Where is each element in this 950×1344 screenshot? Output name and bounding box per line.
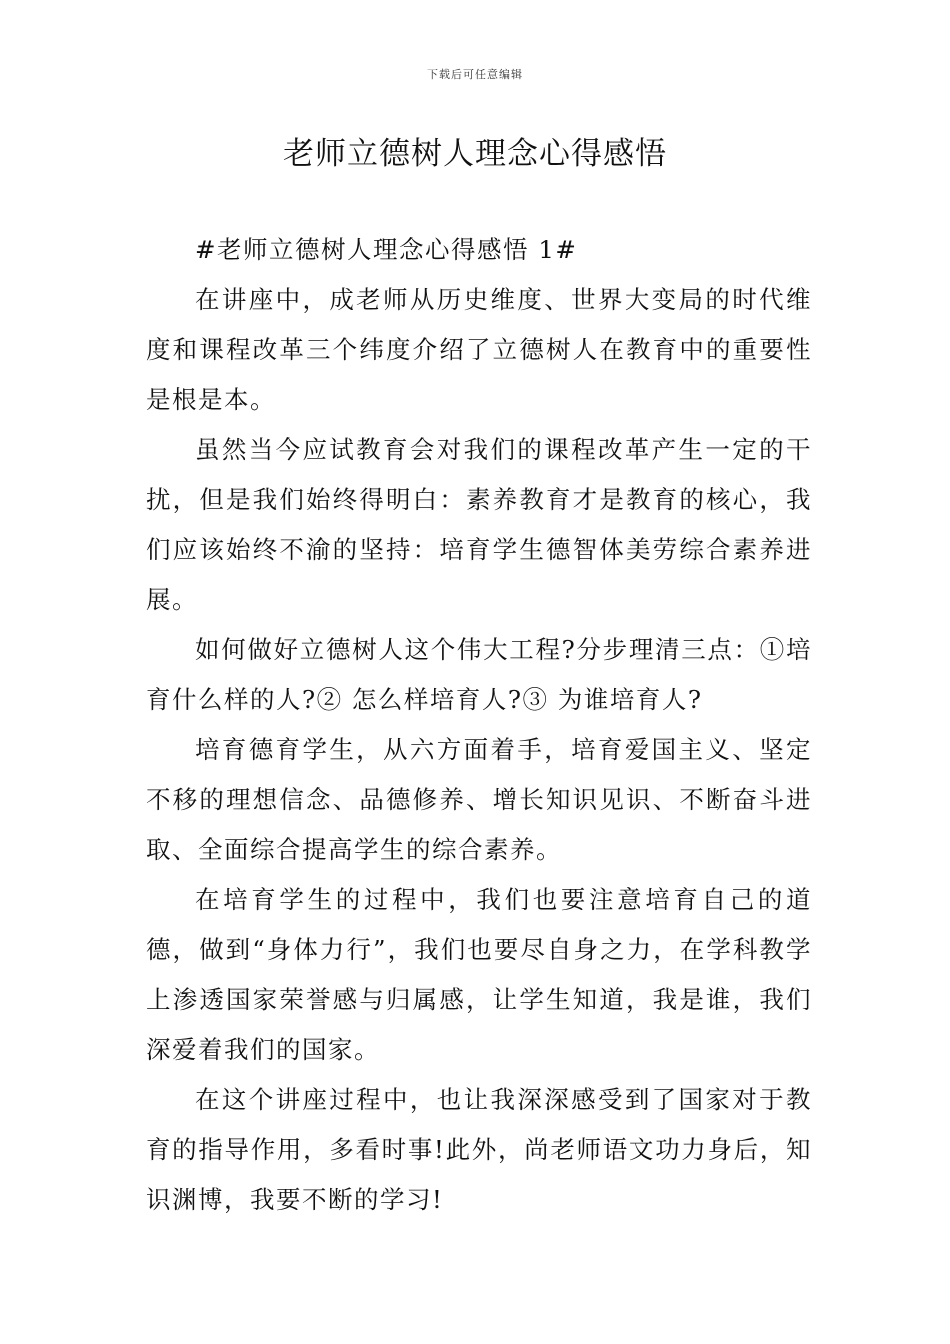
document-title: 老师立德树人理念心得感悟 bbox=[283, 136, 667, 172]
header-note: 下载后可任意编辑 bbox=[427, 68, 523, 81]
document-body bbox=[146, 225, 812, 1225]
section-subheading: #老师立德树人理念心得感悟 1# bbox=[195, 235, 578, 264]
paragraph-3: 如何做好立德树人这个伟大工程?分步理清三点：①培育什么样的人?② 怎么样培育人?③ 为谁培育人? bbox=[146, 635, 812, 714]
paragraph-1: 在讲座中，成老师从历史维度、世界大变局的时代维度和课程改革三个纬度介绍了立德树人在教育中的重要性是根是本。 bbox=[146, 285, 812, 414]
paragraph-2: 虽然当今应试教育会对我们的课程改革产生一定的干扰，但是我们始终得明白：素养教育才是教育的核心，我们应该始终不渝的坚持：培育学生德智体美劳综合素养进展。 bbox=[146, 435, 812, 614]
paragraph-6: 在这个讲座过程中，也让我深深感受到了国家对于教育的指导作用，多看时事!此外，尚老师语文功力身后，知识渊博，我要不断的学习! bbox=[146, 1085, 812, 1214]
paragraph-5: 在培育学生的过程中，我们也要注意培育自己的道德，做到“身体力行”，我们也要尽自身之力，在学科教学上渗透国家荣誉感与归属感，让学生知道，我是谁，我们深爱着我们的国家。 bbox=[146, 885, 812, 1064]
paragraph-4: 培育德育学生，从六方面着手，培育爱国主义、坚定不移的理想信念、品德修养、增长知识见识、不断奋斗进取、全面综合提高学生的综合素养。 bbox=[146, 735, 812, 864]
